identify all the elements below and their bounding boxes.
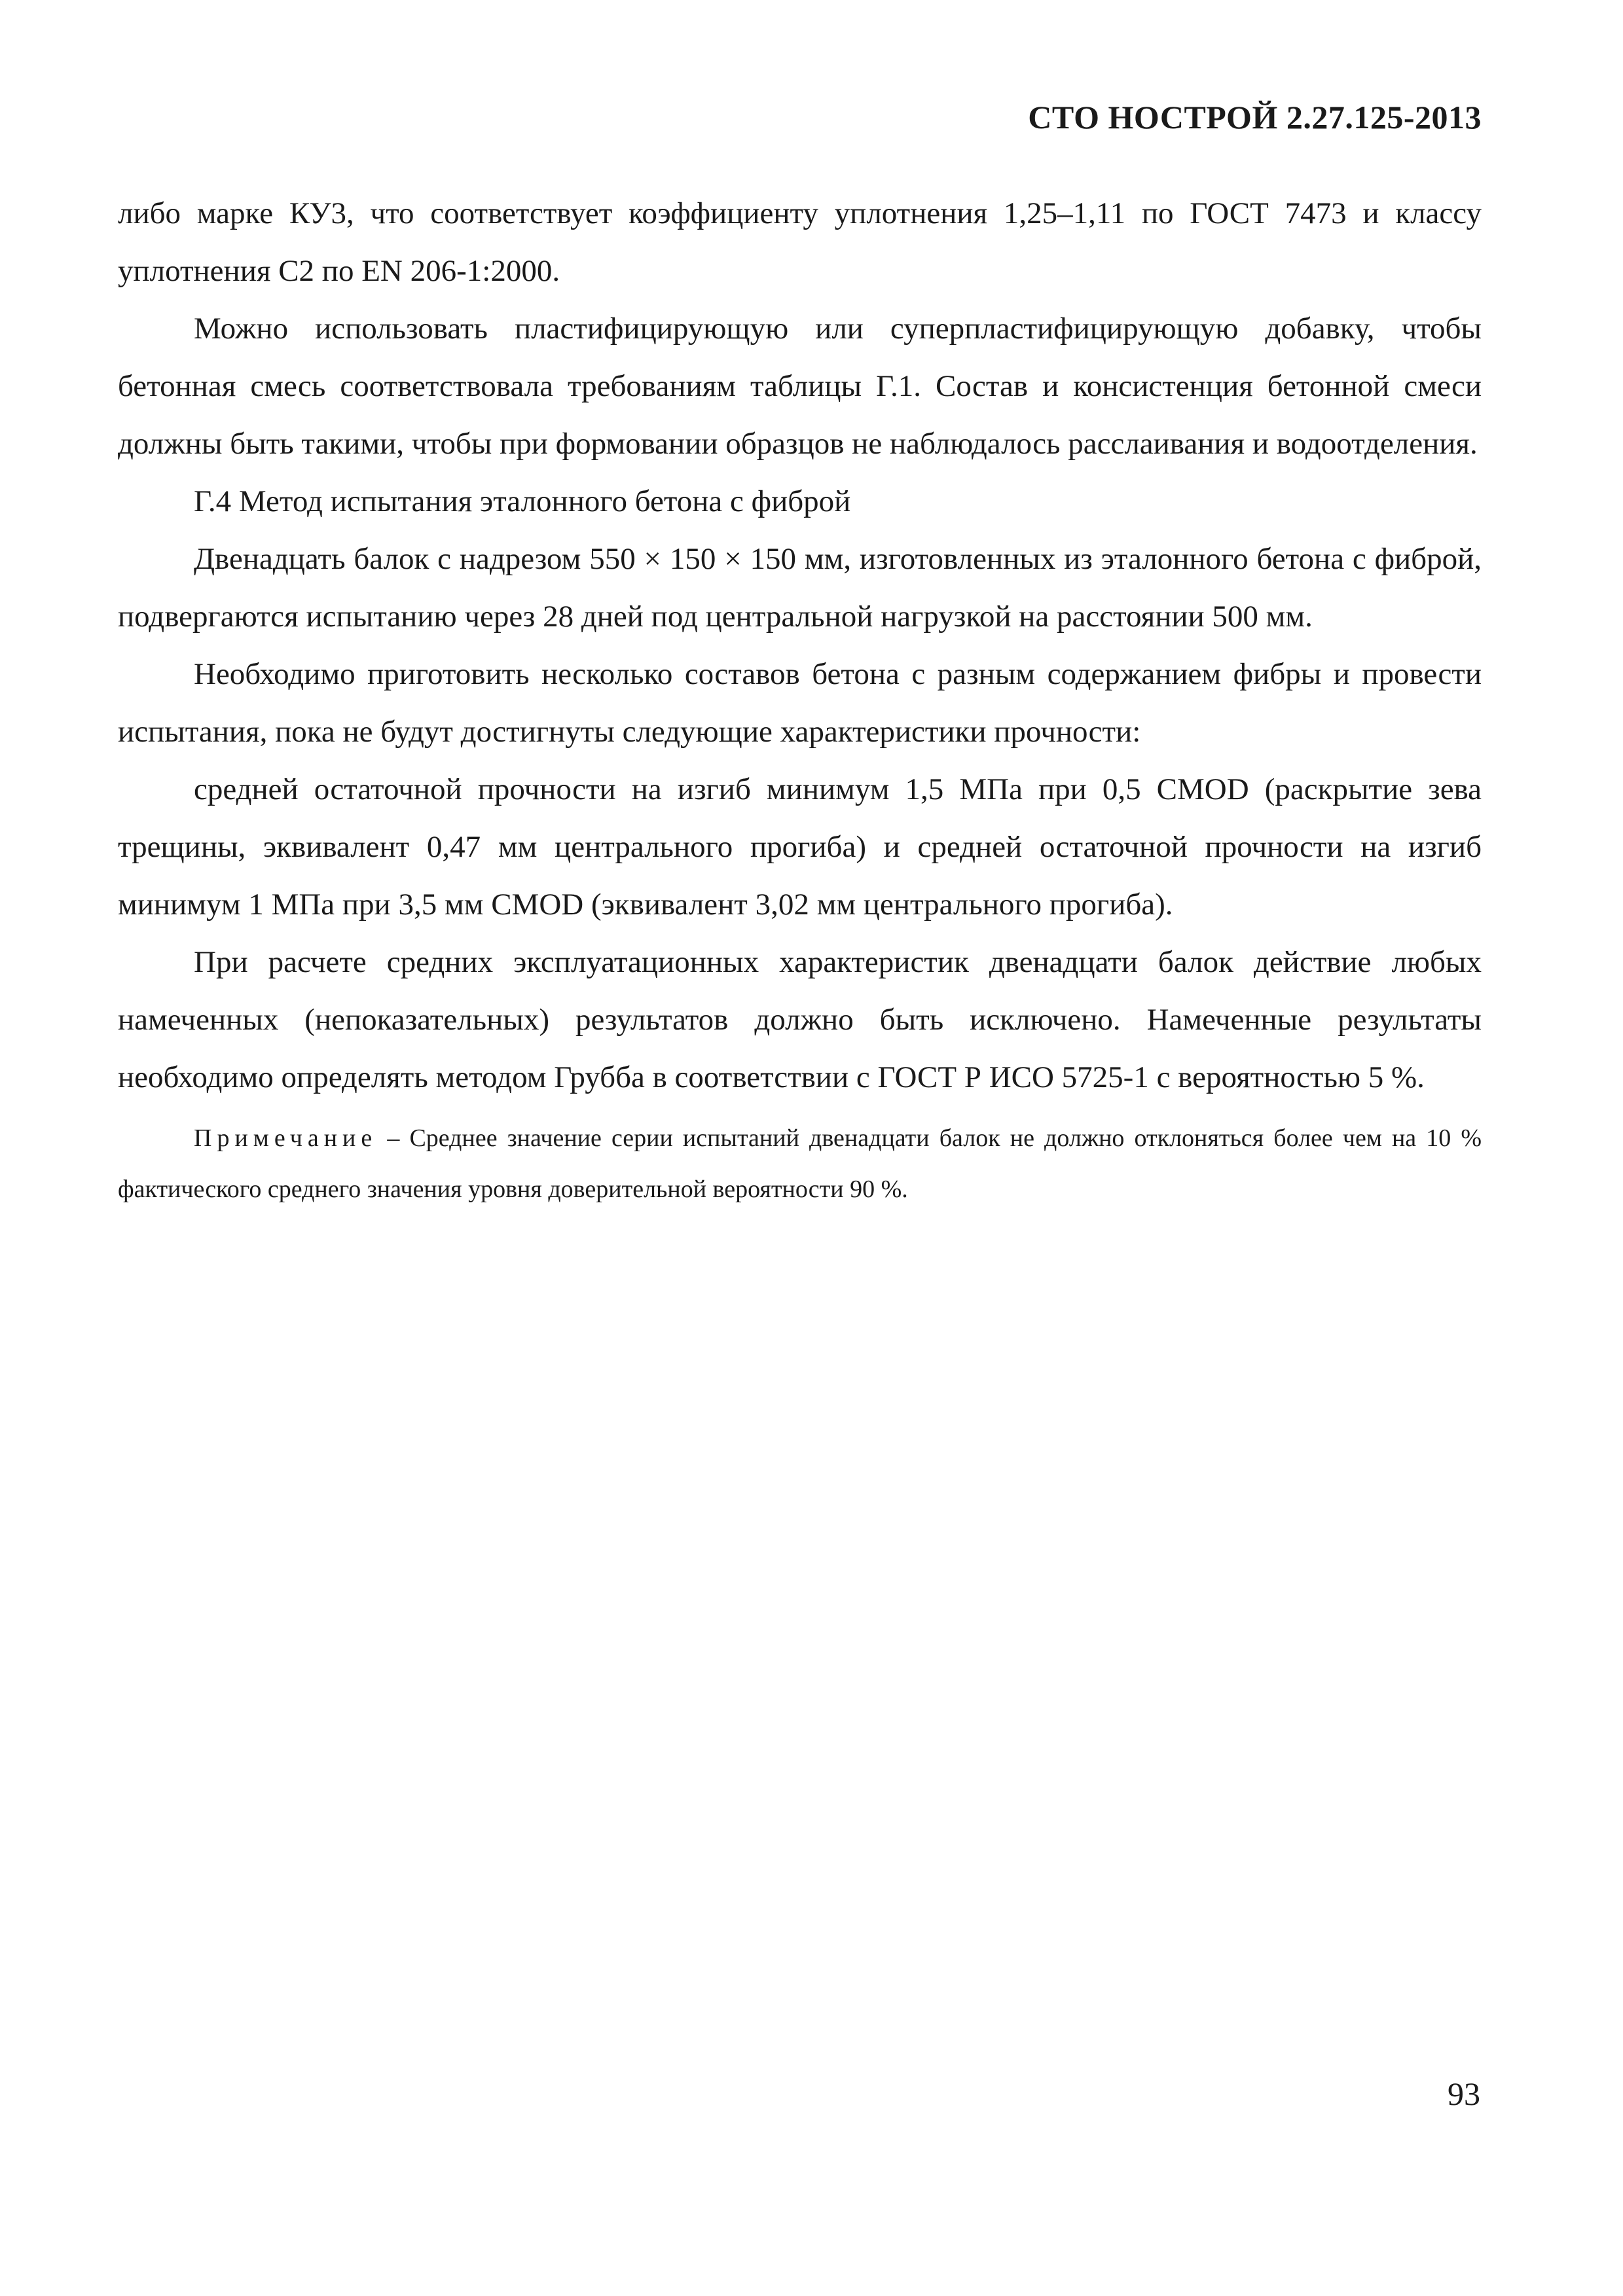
note xyxy=(118,1113,1482,1215)
paragraph-compaction-class: либо марке КУ3, что соответствует коэффициенту уплотнения 1,25–1,11 по ГОСТ 7473 и классу уплотнения С2 по EN 206-1:2000. xyxy=(118,196,1482,288)
paragraph-beam-test: Двенадцать балок с надрезом 550 × 150 × 150 мм, изготовленных из эталонного бетона с фиброй, подвергаются испытанию через 28 дней под центральной нагрузкой на расстоянии 500 мм. xyxy=(118,542,1482,634)
paragraph-mix-compositions: Необходимо приготовить несколько составов бетона с разным содержанием фибры и провести испытания, пока не будут достигнуты следующие характеристики прочности: xyxy=(118,657,1482,749)
page-number: 93 xyxy=(1448,2075,1480,2112)
document-body xyxy=(118,185,1482,1215)
paragraph-residual-strength: средней остаточной прочности на изгиб минимум 1,5 МПа при 0,5 CMOD (раскрытие зева трещины, эквивалент 0,47 мм центрального прогиба) и средней остаточной прочности на изгиб минимум 1 МПа при 3,5 мм CMOD (эквивалент 3,02 мм центрального прогиба). xyxy=(118,772,1482,922)
note-text: – Среднее значение серии испытаний двенадцати балок не должно отклоняться более чем на 10 % фактического среднего значения уровня доверительной вероятности 90 %. xyxy=(118,1124,1482,1203)
note-label: Примечание xyxy=(194,1124,378,1152)
document-code-header: СТО НОСТРОЙ 2.27.125-2013 xyxy=(1028,99,1482,135)
paragraph-outlier-results: При расчете средних эксплуатационных характеристик двенадцати балок действие любых намеченных (непоказательных) результатов должно быть исключено. Намеченные результаты необходимо определять методом Грубба в соответствии с ГОСТ Р ИСО 5725-1 с вероятностью 5 %. xyxy=(118,945,1482,1094)
paragraph-plasticizer: Можно использовать пластифицирующую или суперпластифицирующую добавку, чтобы бетонная смесь соответствовала требованиям таблицы Г.1. Состав и консистенция бетонной смеси должны быть такими, чтобы при формовании образцов не наблюдалось расслаивания и водоотделения. xyxy=(118,312,1482,461)
section-heading-g4: Г.4 Метод испытания эталонного бетона с фиброй xyxy=(194,484,851,518)
